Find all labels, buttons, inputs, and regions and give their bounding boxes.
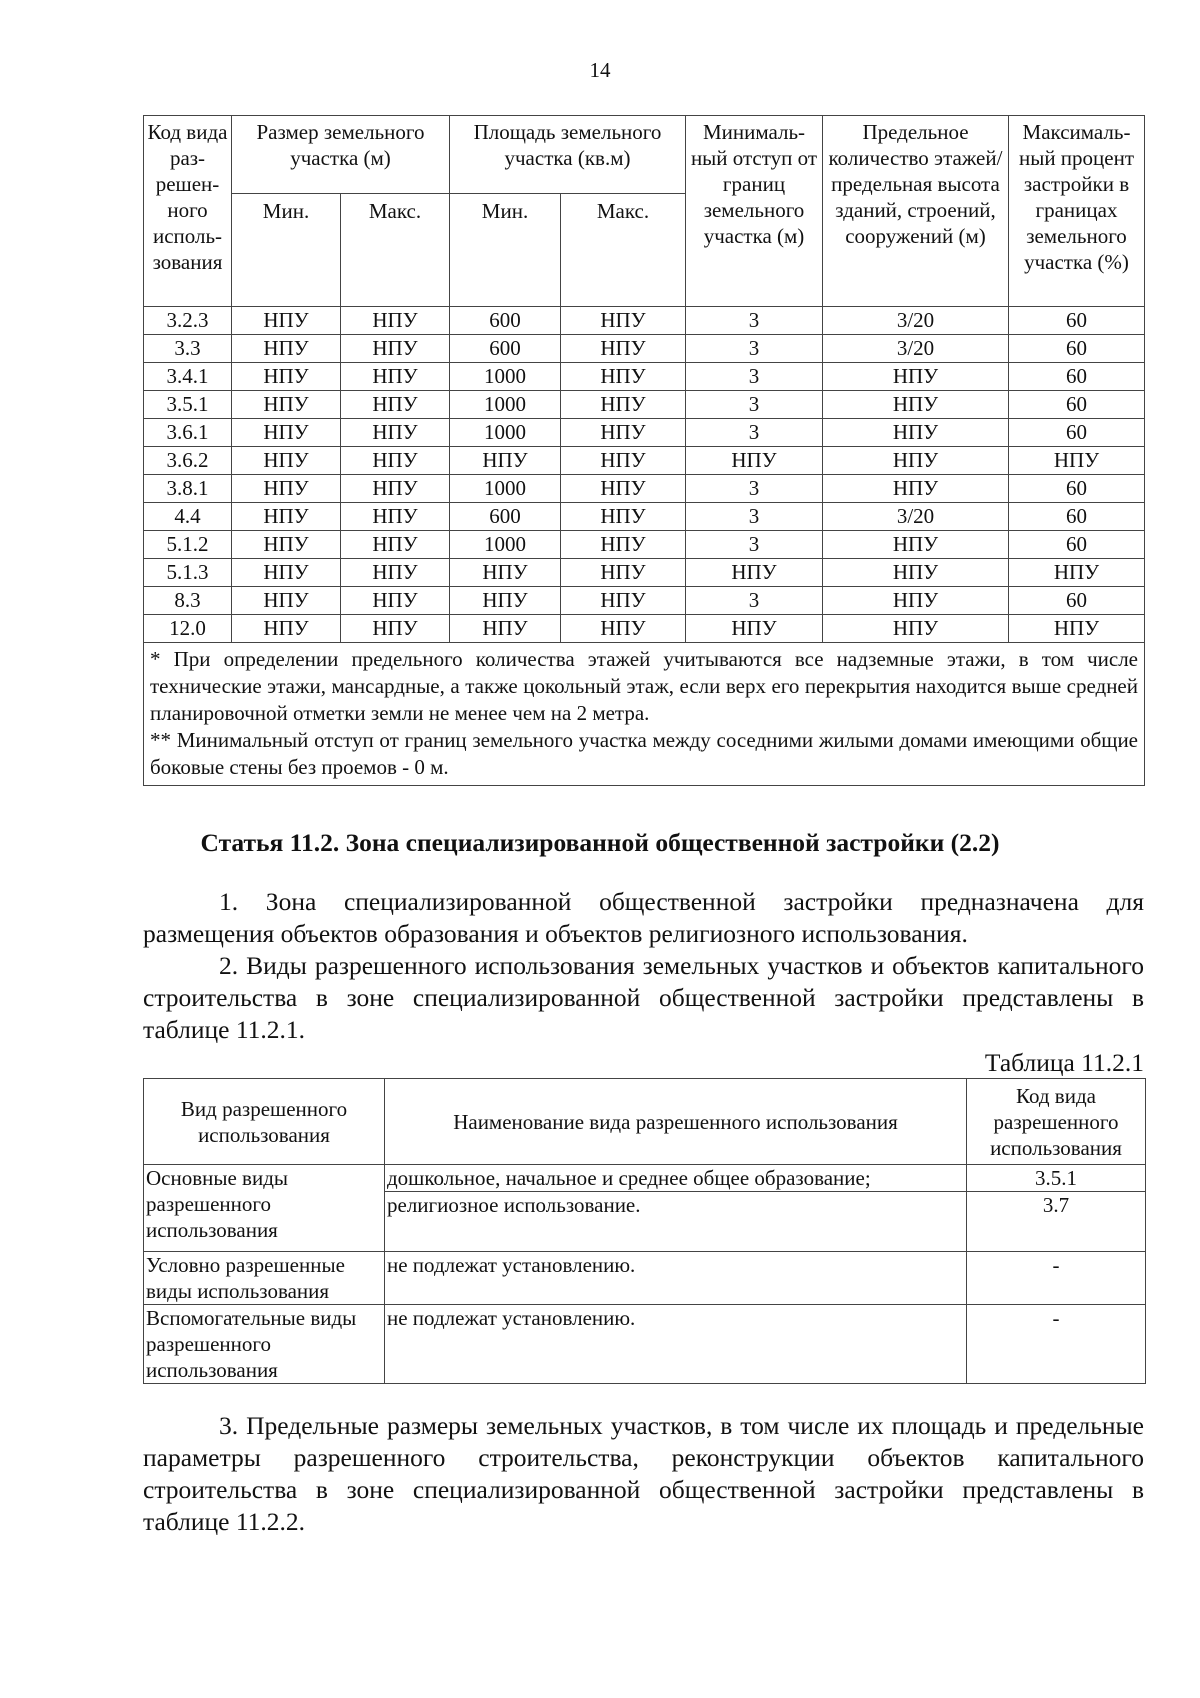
cell-floors: НПУ — [823, 559, 1009, 587]
cell-area-max: НПУ — [561, 559, 686, 587]
notes-row — [144, 643, 1145, 786]
uses-row-main — [144, 1165, 1146, 1252]
cell-area-min: 1000 — [450, 475, 561, 503]
header-floors: Предельное количество этажей/ предельная высота зданий, строений, сооружений (м) — [823, 116, 1009, 307]
cell-size-max: НПУ — [341, 335, 450, 363]
cell-indent: 3 — [686, 419, 823, 447]
cell-floors: НПУ — [823, 447, 1009, 475]
table-row — [144, 419, 1145, 447]
cell-indent: 3 — [686, 307, 823, 335]
cell-floors: НПУ — [823, 615, 1009, 643]
cell-area-min: 1000 — [450, 531, 561, 559]
cell-percent: 60 — [1009, 335, 1145, 363]
cell-size-max: НПУ — [341, 531, 450, 559]
uses-main-names — [385, 1165, 967, 1252]
cell-area-min: НПУ — [450, 615, 561, 643]
cell-code: 8.3 — [144, 587, 232, 615]
table-row — [144, 559, 1145, 587]
header-size-max: Макс. — [341, 193, 450, 306]
cell-size-min: НПУ — [232, 503, 341, 531]
uses-header-row — [144, 1079, 1146, 1165]
table-row — [144, 615, 1145, 643]
cell-floors: НПУ — [823, 391, 1009, 419]
uses-conditional-label: Условно разрешенные виды использования — [144, 1252, 385, 1305]
paragraph-3: 3. Предельные размеры земельных участков, в том числе их площадь и предельные параметры разрешенного строительства, реконструкции объектов капитального строительства в зоне специализированной общественной застройки представлены в таблице 11.2.2. — [143, 1411, 1144, 1536]
cell-area-min: 600 — [450, 307, 561, 335]
article-heading: Статья 11.2. Зона специализированной общественной застройки (2.2) — [200, 828, 1000, 857]
cell-code: 3.6.2 — [144, 447, 232, 475]
cell-size-min: НПУ — [232, 363, 341, 391]
cell-indent: 3 — [686, 391, 823, 419]
table-row — [144, 475, 1145, 503]
cell-area-max: НПУ — [561, 475, 686, 503]
cell-code: 3.6.1 — [144, 419, 232, 447]
cell-size-min: НПУ — [232, 391, 341, 419]
cell-code: 3.5.1 — [144, 391, 232, 419]
cell-indent: НПУ — [686, 615, 823, 643]
cell-size-min: НПУ — [232, 307, 341, 335]
cell-area-max: НПУ — [561, 307, 686, 335]
cell-code: 4.4 — [144, 503, 232, 531]
cell-percent: 60 — [1009, 391, 1145, 419]
uses-auxiliary-label: Вспомогательные виды разрешенного использования — [144, 1305, 385, 1384]
header-code: Код вида раз-решен-ного исполь-зования — [144, 116, 232, 307]
uses-row-conditional — [144, 1252, 1146, 1305]
cell-percent: 60 — [1009, 419, 1145, 447]
cell-size-max: НПУ — [341, 475, 450, 503]
cell-area-min: 1000 — [450, 363, 561, 391]
page-number: 14 — [589, 58, 611, 82]
cell-percent: НПУ — [1009, 447, 1145, 475]
cell-area-max: НПУ — [561, 391, 686, 419]
cell-floors: 3/20 — [823, 335, 1009, 363]
header-percent: Максималь-ный процент застройки в границах земельного участка (%) — [1009, 116, 1145, 307]
cell-area-min: 600 — [450, 503, 561, 531]
uses-main-name-2: религиозное использование. — [387, 1193, 641, 1217]
cell-size-max: НПУ — [341, 363, 450, 391]
cell-size-max: НПУ — [341, 391, 450, 419]
cell-area-min: 1000 — [450, 391, 561, 419]
cell-area-max: НПУ — [561, 503, 686, 531]
cell-percent: НПУ — [1009, 559, 1145, 587]
uses-auxiliary-code: - — [967, 1305, 1146, 1384]
cell-floors: НПУ — [823, 475, 1009, 503]
cell-indent: 3 — [686, 475, 823, 503]
uses-header-name: Наименование вида разрешенного использования — [385, 1079, 967, 1165]
cell-percent: 60 — [1009, 475, 1145, 503]
cell-percent: 60 — [1009, 531, 1145, 559]
uses-table — [143, 1078, 1146, 1384]
note-floors: * При определении предельного количества этажей учитываются все надземные этажи, в том числе технические этажи, мансардные, а также цокольный этаж, если верх его перекрытия находится выше средней планировочной отметки земли не менее чем на 2 метра. — [150, 647, 1138, 725]
uses-conditional-name: не подлежат установлению. — [385, 1252, 967, 1305]
table-row — [144, 307, 1145, 335]
cell-area-min: НПУ — [450, 587, 561, 615]
header-area: Площадь земельного участка (кв.м) — [450, 116, 686, 194]
header-area-max: Макс. — [561, 193, 686, 306]
table-row — [144, 503, 1145, 531]
cell-percent: 60 — [1009, 363, 1145, 391]
cell-size-min: НПУ — [232, 587, 341, 615]
uses-main-name-1: дошкольное, начальное и среднее общее образование; — [385, 1165, 966, 1192]
cell-size-min: НПУ — [232, 447, 341, 475]
cell-area-max: НПУ — [561, 587, 686, 615]
params-table — [143, 115, 1145, 786]
cell-area-max: НПУ — [561, 447, 686, 475]
cell-area-min: НПУ — [450, 447, 561, 475]
cell-area-max: НПУ — [561, 419, 686, 447]
cell-percent: НПУ — [1009, 615, 1145, 643]
paragraph-2: 2. Виды разрешенного использования земельных участков и объектов капитального строительства в зоне специализированной общественной застройки представлены в таблице 11.2.1. — [143, 951, 1144, 1044]
cell-indent: НПУ — [686, 559, 823, 587]
uses-conditional-code: - — [967, 1252, 1146, 1305]
paragraph-1: 1. Зона специализированной общественной застройки предназначена для размещения объектов образования и объектов религиозного использования. — [143, 887, 1144, 948]
table-row — [144, 335, 1145, 363]
cell-code: 3.3 — [144, 335, 232, 363]
table-row — [144, 531, 1145, 559]
cell-size-min: НПУ — [232, 531, 341, 559]
uses-row-auxiliary — [144, 1305, 1146, 1384]
cell-floors: НПУ — [823, 587, 1009, 615]
cell-size-min: НПУ — [232, 475, 341, 503]
cell-area-min: 1000 — [450, 419, 561, 447]
cell-size-max: НПУ — [341, 587, 450, 615]
cell-size-min: НПУ — [232, 615, 341, 643]
cell-code: 5.1.3 — [144, 559, 232, 587]
cell-code: 3.8.1 — [144, 475, 232, 503]
cell-size-max: НПУ — [341, 615, 450, 643]
cell-size-max: НПУ — [341, 447, 450, 475]
uses-main-code-2: 3.7 — [1042, 1193, 1070, 1217]
cell-code: 5.1.2 — [144, 531, 232, 559]
cell-code: 12.0 — [144, 615, 232, 643]
header-area-min: Мин. — [450, 193, 561, 306]
cell-area-max: НПУ — [561, 335, 686, 363]
cell-size-min: НПУ — [232, 419, 341, 447]
table-row — [144, 363, 1145, 391]
table-row — [144, 447, 1145, 475]
cell-indent: 3 — [686, 531, 823, 559]
uses-main-codes — [967, 1165, 1146, 1252]
note-indent: ** Минимальный отступ от границ земельного участка между соседними жилыми домами имеющими общие боковые стены без проемов - 0 м. — [150, 728, 1138, 779]
cell-area-max: НПУ — [561, 363, 686, 391]
cell-floors: 3/20 — [823, 503, 1009, 531]
cell-indent: 3 — [686, 335, 823, 363]
cell-size-max: НПУ — [341, 559, 450, 587]
table-row — [144, 391, 1145, 419]
cell-size-min: НПУ — [232, 335, 341, 363]
notes-cell — [144, 643, 1145, 786]
cell-percent: 60 — [1009, 307, 1145, 335]
cell-indent: 3 — [686, 503, 823, 531]
header-row — [144, 116, 1145, 194]
cell-size-max: НПУ — [341, 307, 450, 335]
cell-area-max: НПУ — [561, 531, 686, 559]
cell-size-min: НПУ — [232, 559, 341, 587]
cell-code: 3.4.1 — [144, 363, 232, 391]
cell-area-max: НПУ — [561, 615, 686, 643]
header-size: Размер земельного участка (м) — [232, 116, 450, 194]
cell-indent: 3 — [686, 587, 823, 615]
cell-indent: НПУ — [686, 447, 823, 475]
header-size-min: Мин. — [232, 193, 341, 306]
cell-percent: 60 — [1009, 503, 1145, 531]
cell-floors: НПУ — [823, 363, 1009, 391]
uses-header-type: Вид разрешенного использования — [144, 1079, 385, 1165]
cell-indent: 3 — [686, 363, 823, 391]
uses-auxiliary-name: не подлежат установлению. — [385, 1305, 967, 1384]
cell-percent: 60 — [1009, 587, 1145, 615]
uses-header-code: Код вида разрешенного использования — [967, 1079, 1146, 1165]
uses-main-label: Основные виды разрешенного использования — [144, 1165, 385, 1252]
cell-floors: 3/20 — [823, 307, 1009, 335]
uses-main-code-1: 3.5.1 — [967, 1165, 1145, 1192]
cell-floors: НПУ — [823, 419, 1009, 447]
cell-size-max: НПУ — [341, 419, 450, 447]
cell-floors: НПУ — [823, 531, 1009, 559]
cell-code: 3.2.3 — [144, 307, 232, 335]
cell-area-min: 600 — [450, 335, 561, 363]
cell-size-max: НПУ — [341, 503, 450, 531]
cell-area-min: НПУ — [450, 559, 561, 587]
table-row — [144, 587, 1145, 615]
header-indent: Минималь-ный отступ от границ земельного участка (м) — [686, 116, 823, 307]
table-caption: Таблица 11.2.1 — [984, 1048, 1144, 1077]
